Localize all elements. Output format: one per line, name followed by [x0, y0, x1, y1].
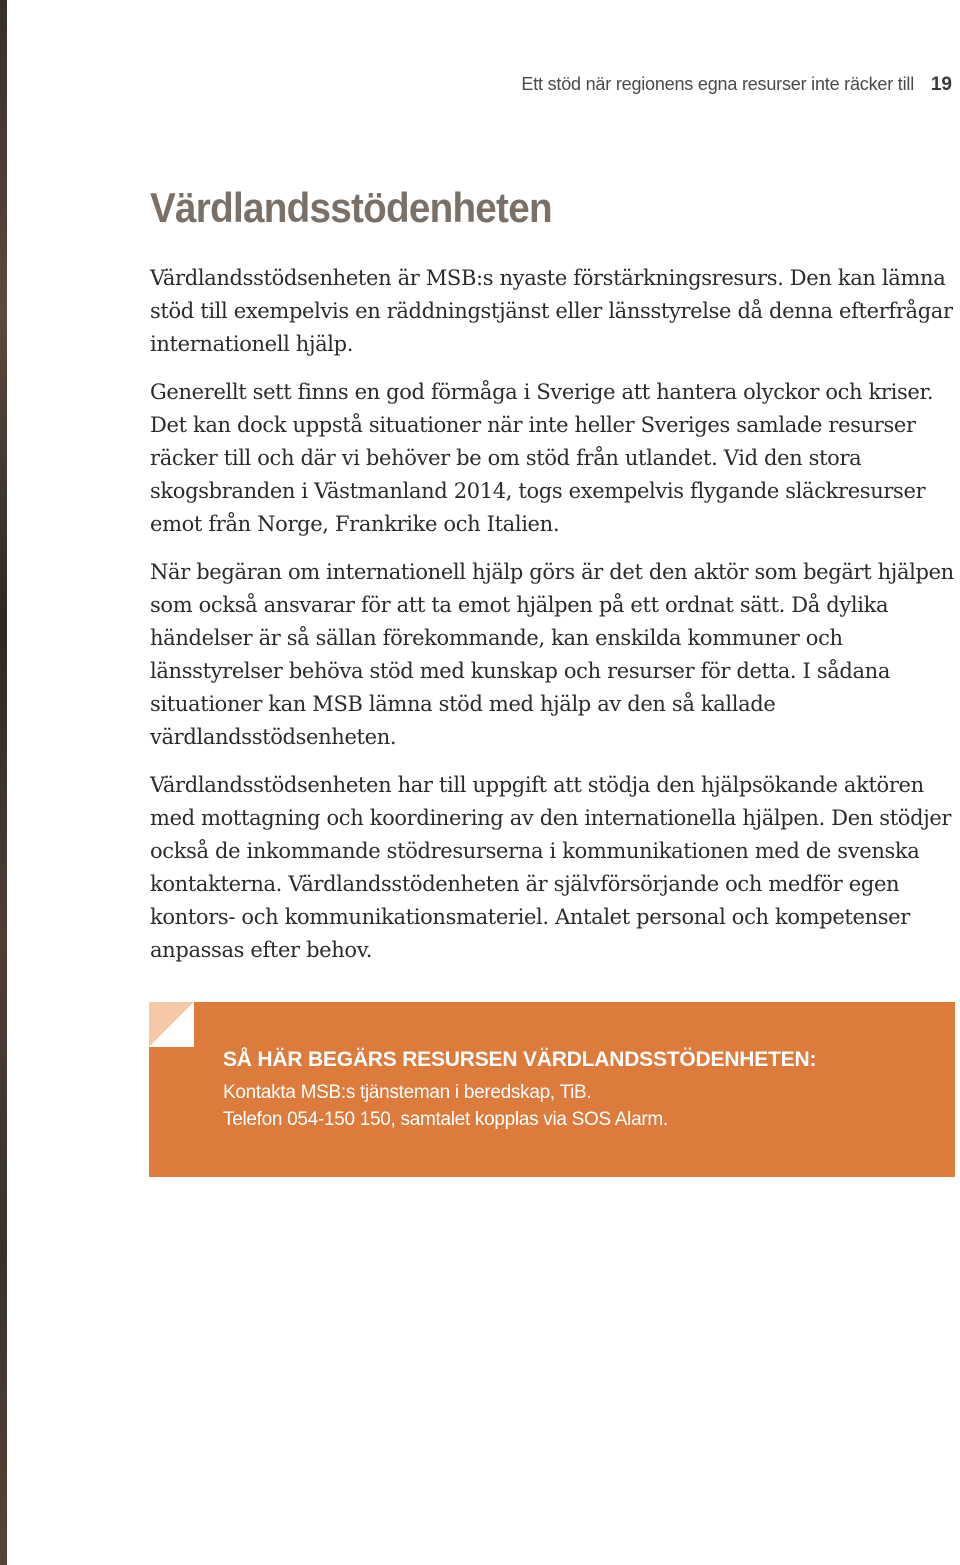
paragraph-2: Generellt sett finns en god förmåga i Sverige att hantera olyckor och kriser. Det kan dock uppstå situationer när inte heller Sveriges samlade resurser räcker till och där vi behöver be om stöd från utlandet. Vid den stora skogsbranden i Västmanland 2014, togs exempelvis flygande släckresurser emot från Norge, Frankrike och Italien.	[150, 380, 934, 536]
callout-contact-line: Kontakta MSB:s tjänsteman i beredskap, TiB.	[223, 1082, 592, 1103]
paragraph-4: Värdlandsstödsenheten har till uppgift att stödja den hjälpsökande aktören med mottagning och koordinering av den internationella hjälpen. Den stödjer också de inkommande stödresurserna i kommunikationen med de svenska kontakterna. Värdlandsstödenheten är självförsörjande och medför egen kontors- och kommunikationsmateriel. Antalet personal och kompetenser anpassas efter behov.	[150, 773, 952, 962]
article-title: Värdlandsstödenheten	[150, 184, 552, 231]
paragraph-3: När begäran om internationell hjälp görs är det den aktör som begärt hjälpen som också ansvarar för att ta emot hjälpen på ett ordnat sätt. Då dylika händelser är så sällan förekommande, kan enskilda kommuner och länsstyrelser behöva stöd med kunskap och resurser för detta. I sådana situationer kan MSB lämna stöd med hjälp av den så kallade värdlandsstödsenheten.	[150, 560, 954, 749]
paragraph-1: Värdlandsstödsenheten är MSB:s nyaste förstärkningsresurs. Den kan lämna stöd till exempelvis en räddningstjänst eller länsstyrelse då denna efterfrågar internationell hjälp.	[150, 266, 953, 356]
page-number: 19	[930, 74, 952, 95]
running-header-title: Ett stöd när regionens egna resurser inte räcker till	[521, 74, 914, 94]
folded-corner-icon	[149, 1002, 194, 1047]
callout-heading: SÅ HÄR BEGÄRS RESURSEN VÄRDLANDSSTÖDENHETEN:	[223, 1048, 817, 1071]
running-header	[0, 72, 960, 100]
request-info-callout	[149, 1002, 955, 1177]
article-body	[150, 262, 955, 982]
callout-phone-line: Telefon 054-150 150, samtalet kopplas via SOS Alarm.	[223, 1109, 668, 1130]
page-edge-decoration	[0, 0, 7, 1565]
